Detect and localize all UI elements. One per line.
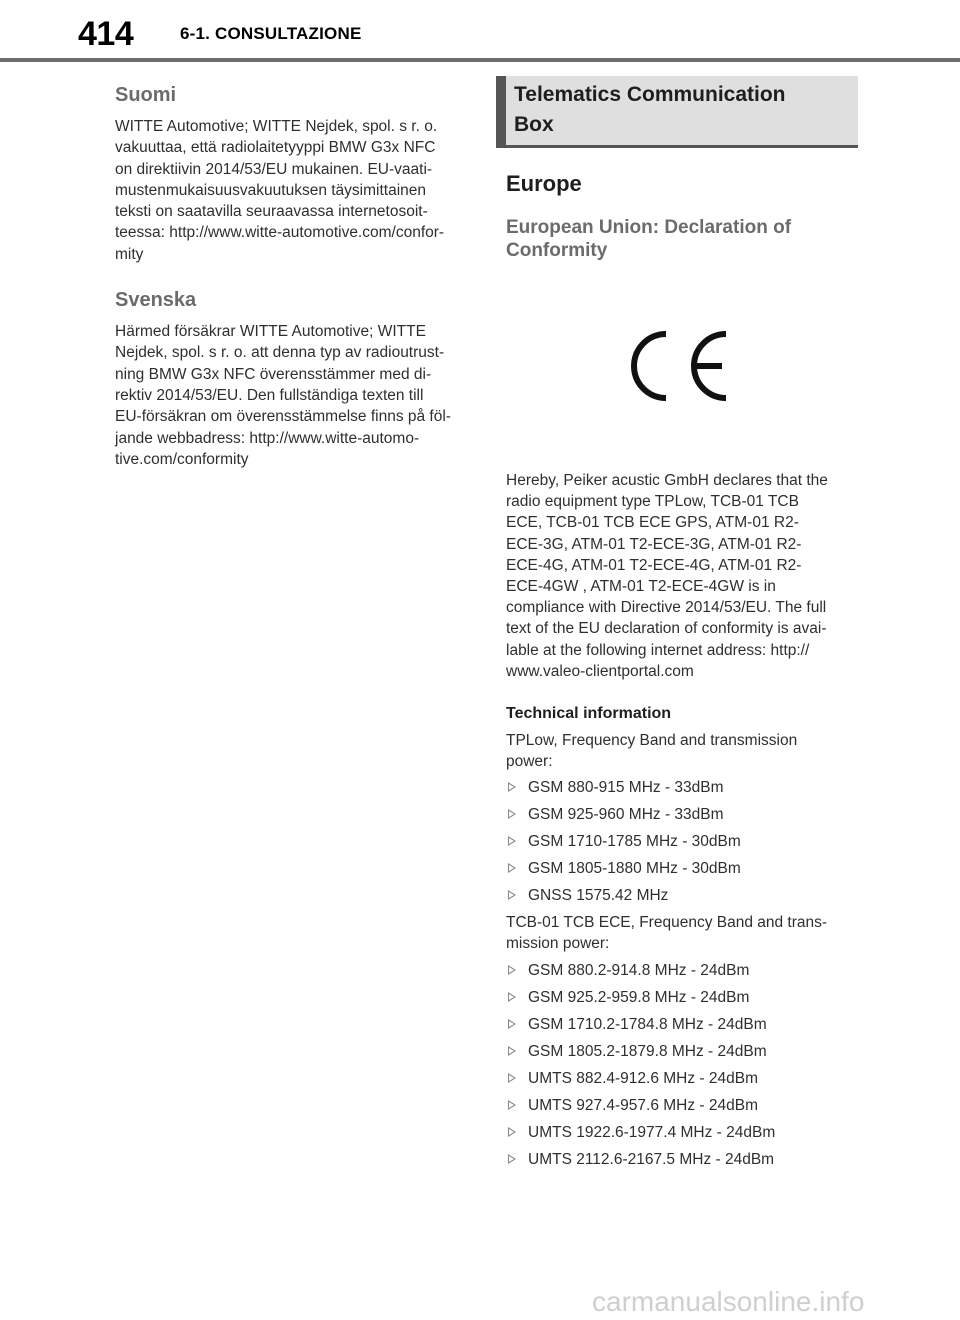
watermark: carmanualsonline.info bbox=[592, 1286, 865, 1317]
list-item bbox=[506, 777, 846, 804]
chapter-title: 6-1. CONSULTAZIONE bbox=[180, 24, 362, 43]
text-line: TCB-01 TCB ECE, Frequency Band and trans- bbox=[506, 914, 828, 931]
triangle-bullet-icon bbox=[508, 1019, 516, 1029]
list-item bbox=[506, 1149, 846, 1176]
list-item-text: UMTS 2112.6-2167.5 MHz - 24dBm bbox=[528, 1151, 775, 1168]
text-line: WITTE Automotive; WITTE Nejdek, spol. s r. o. bbox=[115, 118, 438, 135]
triangle-bullet-icon bbox=[508, 863, 516, 873]
text-line: mity bbox=[115, 245, 144, 263]
text-line: ning BMW G3x NFC överensstämmer med di- bbox=[115, 365, 432, 383]
text-line: ECE-3G, ATM-01 T2-ECE-3G, ATM-01 R2- bbox=[506, 535, 802, 553]
text-line: Härmed försäkrar WITTE Automotive; WITTE bbox=[115, 323, 426, 341]
tplow-intro bbox=[506, 730, 846, 772]
section-title-box bbox=[496, 76, 858, 148]
heading-svenska: Svenska bbox=[115, 289, 197, 312]
heading-suomi: Suomi bbox=[115, 84, 177, 106]
paragraph-svenska bbox=[115, 321, 465, 470]
tplow-bullet-list bbox=[506, 777, 846, 912]
text-line: mustenmukaisuusvakuutuksen täysimittainen bbox=[115, 181, 427, 199]
triangle-bullet-icon bbox=[508, 965, 516, 975]
technical-info-heading: Technical information bbox=[506, 705, 672, 722]
list-item-text: GSM 925-960 MHz - 33dBm bbox=[528, 806, 724, 823]
tcb-bullet-list bbox=[506, 960, 846, 1176]
list-item-text: GSM 1805.2-1879.8 MHz - 24dBm bbox=[528, 1043, 767, 1060]
text-line: TPLow, Frequency Band and transmission bbox=[506, 732, 798, 749]
text-line: ECE, TCB-01 TCB ECE GPS, ATM-01 R2- bbox=[506, 514, 799, 532]
text-line: lable at the following internet address: http:// bbox=[506, 641, 810, 659]
text-line: on direktiivin 2014/53/EU mukainen. EU-vaati- bbox=[115, 160, 433, 178]
list-item bbox=[506, 1095, 846, 1122]
triangle-bullet-icon bbox=[508, 1127, 516, 1137]
section-title-line: Telematics Communication bbox=[514, 83, 786, 106]
paragraph-suomi bbox=[115, 116, 465, 265]
list-item-text: GSM 880-915 MHz - 33dBm bbox=[528, 779, 724, 796]
right-column bbox=[496, 76, 858, 1168]
list-item-text: GSM 1805-1880 MHz - 30dBm bbox=[528, 860, 741, 877]
declaration-heading-line: Conformity bbox=[506, 240, 608, 261]
list-item-text: UMTS 1922.6-1977.4 MHz - 24dBm bbox=[528, 1124, 776, 1141]
list-item bbox=[506, 1041, 846, 1068]
tcb-intro bbox=[506, 912, 846, 954]
text-line: power: bbox=[506, 753, 553, 771]
left-column bbox=[115, 82, 465, 470]
text-line: radio equipment type TPLow, TCB-01 TCB bbox=[506, 493, 799, 511]
section-title-bar bbox=[496, 76, 506, 145]
text-line: jande webbadress: http://www.witte-automo- bbox=[115, 429, 420, 447]
section-gap bbox=[115, 265, 465, 287]
triangle-bullet-icon bbox=[508, 782, 516, 792]
list-item-text: GSM 1710.2-1784.8 MHz - 24dBm bbox=[528, 1016, 767, 1033]
text-line: vakuuttaa, että radiolaitetyyppi BMW G3x NFC bbox=[115, 139, 436, 157]
text-line: rektiv 2014/53/EU. Den fullständiga texten till bbox=[115, 386, 424, 404]
triangle-bullet-icon bbox=[508, 1046, 516, 1056]
list-item-text: GSM 925.2-959.8 MHz - 24dBm bbox=[528, 989, 750, 1006]
text-line: www.valeo-clientportal.com bbox=[506, 662, 694, 680]
triangle-bullet-icon bbox=[508, 836, 516, 846]
text-line: teksti on saatavilla seuraavassa internetosoit- bbox=[115, 203, 428, 221]
triangle-bullet-icon bbox=[508, 1073, 516, 1083]
text-line: ECE-4GW , ATM-01 T2-ECE-4GW is in bbox=[506, 578, 776, 596]
list-item bbox=[506, 1014, 846, 1041]
list-item bbox=[506, 858, 846, 885]
text-line: Hereby, Peiker acustic GmbH declares that the bbox=[506, 472, 828, 489]
list-item bbox=[506, 1122, 846, 1149]
triangle-bullet-icon bbox=[508, 1154, 516, 1164]
text-line: tive.com/conformity bbox=[115, 450, 249, 468]
text-line: text of the EU declaration of conformity is avai- bbox=[506, 620, 827, 638]
page-header bbox=[0, 0, 960, 62]
list-item bbox=[506, 987, 846, 1014]
text-line: compliance with Directive 2014/53/EU. The full bbox=[506, 599, 827, 617]
header-rule bbox=[0, 58, 960, 62]
triangle-bullet-icon bbox=[508, 1100, 516, 1110]
section-title-line: Box bbox=[514, 113, 554, 136]
declaration-heading-line: European Union: Declaration of bbox=[506, 217, 792, 238]
list-item bbox=[506, 885, 846, 912]
triangle-bullet-icon bbox=[508, 992, 516, 1002]
text-line: teessa: http://www.witte-automotive.com/confor- bbox=[115, 224, 445, 242]
text-line: mission power: bbox=[506, 935, 610, 953]
text-line: EU-försäkran om överensstämmelse finns på föl- bbox=[115, 408, 451, 426]
ce-mark-icon bbox=[622, 328, 732, 404]
list-item bbox=[506, 960, 846, 987]
triangle-bullet-icon bbox=[508, 809, 516, 819]
text-line: Nejdek, spol. s r. o. att denna typ av radioutrust- bbox=[115, 344, 445, 362]
page-number: 414 bbox=[78, 15, 134, 53]
text-line: ECE-4G, ATM-01 T2-ECE-4G, ATM-01 R2- bbox=[506, 556, 802, 574]
triangle-bullet-icon bbox=[508, 890, 516, 900]
list-item-text: GNSS 1575.42 MHz bbox=[528, 887, 669, 904]
region-heading: Europe bbox=[506, 171, 582, 196]
list-item-text: GSM 880.2-914.8 MHz - 24dBm bbox=[528, 962, 750, 979]
list-item-text: UMTS 882.4-912.6 MHz - 24dBm bbox=[528, 1070, 759, 1087]
declaration-heading bbox=[506, 216, 846, 262]
list-item-text: GSM 1710-1785 MHz - 30dBm bbox=[528, 833, 741, 850]
list-item bbox=[506, 804, 846, 831]
declaration-text bbox=[506, 470, 846, 682]
list-item-text: UMTS 927.4-957.6 MHz - 24dBm bbox=[528, 1097, 759, 1114]
list-item bbox=[506, 831, 846, 858]
section-title bbox=[514, 80, 834, 140]
list-item bbox=[506, 1068, 846, 1095]
